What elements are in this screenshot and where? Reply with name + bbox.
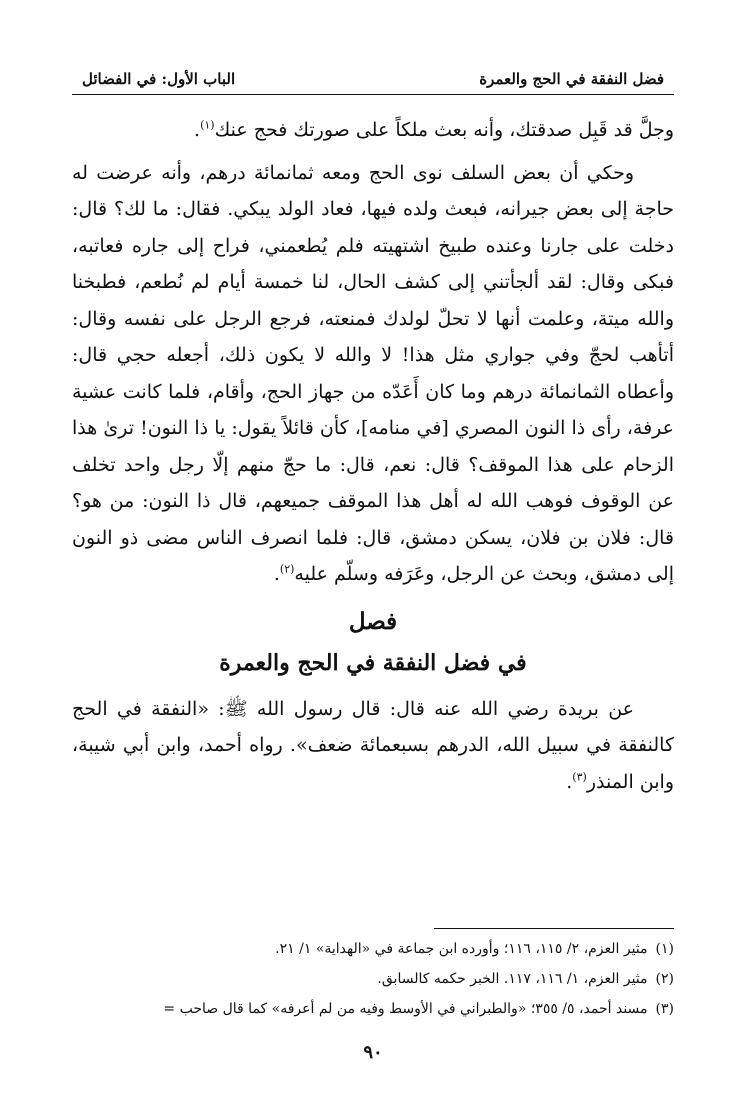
paragraph-continuation <box>72 112 674 149</box>
paragraph-text: وحكي أن بعض السلف نوى الحج ومعه ثمانمائة درهم، وأنه عرضت له حاجة إلى بعض جيرانه، فبعث ولده فيها، فعاد الولد يبكي. فقال: ما لك؟ قال: دخلت على جارنا وعنده طبيخ اشتهيته فلم يُطعمني، فراح إلى جاره فعاتبه، فبكى وقال: لقد ألجأتني إلى كشف الحال، لنا خمسة أيام لم نُطعم، فطبخنا والله ميتة، وعلمت أنها لا تحلّ لولدك فمنعته، فرجع الرجل على نفسه وقال: أتأهب لحجّ وفي جواري مثل هذا! لا والله لا يكون ذلك، أجعله حجي قال: وأعطاه الثمانمائة درهم وما كان أَعَدّه من جهاز الحج، وأقام، فلما كانت عشية عرفة، رأى ذا النون المصري [في منامه]، كأن قائلاً يقول: يا ذا النون! ترىٰ هذا الزحام على هذا الموقف؟ قال: نعم، قال: ما حجّ منهم إلّا رجل واحد تخلف عن الوقوف فوهب الله له أهل هذا الموقف جميعهم، قال ذا النون: من هو؟ قال: فلان بن فلان، يسكن دمشق، قال: فلما انصرف الناس مضى ذو النون إلى دمشق، وبحث عن الرجل، وعَرَفه وسلّم عليه <box>72 161 674 585</box>
footnote <box>72 934 674 964</box>
page-number: ٩٠ <box>363 1042 383 1063</box>
footnote-text: مثير العزم، ٢/ ١١٥، ١١٦؛ وأورده ابن جماعة في «الهداية» ١/ ٢١. <box>275 941 648 957</box>
main-text <box>72 112 674 800</box>
footnotes <box>72 934 674 1024</box>
header-part-title: الباب الأول: في الفضائل <box>82 70 236 88</box>
paragraph-text: عن بريدة رضي الله عنه قال: قال رسول الله ﷺ: «النفقة في الحج كالنفقة في سبيل الله، الدرهم بسبعمائة ضعف». رواه أحمد، وابن أبي شيبة، وابن المنذر <box>72 697 674 793</box>
paragraph-end: . <box>194 119 201 141</box>
footnote-number: (٢) <box>655 971 674 987</box>
paragraph-end: . <box>273 563 280 585</box>
header-divider <box>72 94 674 95</box>
footnote-text: مثير العزم، ١/ ١١٦، ١١٧. الخبر حكمه كالسابق. <box>377 971 648 987</box>
story-paragraph <box>72 155 674 593</box>
footnote <box>72 964 674 994</box>
paragraph-text: وجلَّ قد قَبِل صدقتك، وأنه بعث ملكاً على صورتك فحج عنك <box>214 119 674 141</box>
footnote-number: (٣) <box>655 1001 674 1017</box>
footnote-number: (١) <box>655 941 674 957</box>
footnote-text: مسند أحمد، ٥/ ٣٥٥؛ «والطبراني في الأوسط وفيه من لم أعرفه» كما قال صاحب = <box>163 1001 648 1017</box>
footnote-divider <box>434 928 674 929</box>
footnote-ref: (١) <box>200 118 215 132</box>
section-heading: في فضل النفقة في الحج والعمرة <box>219 649 527 676</box>
footnote <box>72 994 674 1024</box>
fasl-heading: فصل <box>348 607 398 635</box>
running-header <box>78 58 668 88</box>
paragraph-end: . <box>566 770 573 793</box>
footnote-ref: (٢) <box>279 562 295 576</box>
header-chapter-title: فضل النفقة في الحج والعمرة <box>479 70 664 88</box>
hadith-paragraph <box>72 691 674 801</box>
footnote-ref: (٣) <box>572 770 587 784</box>
